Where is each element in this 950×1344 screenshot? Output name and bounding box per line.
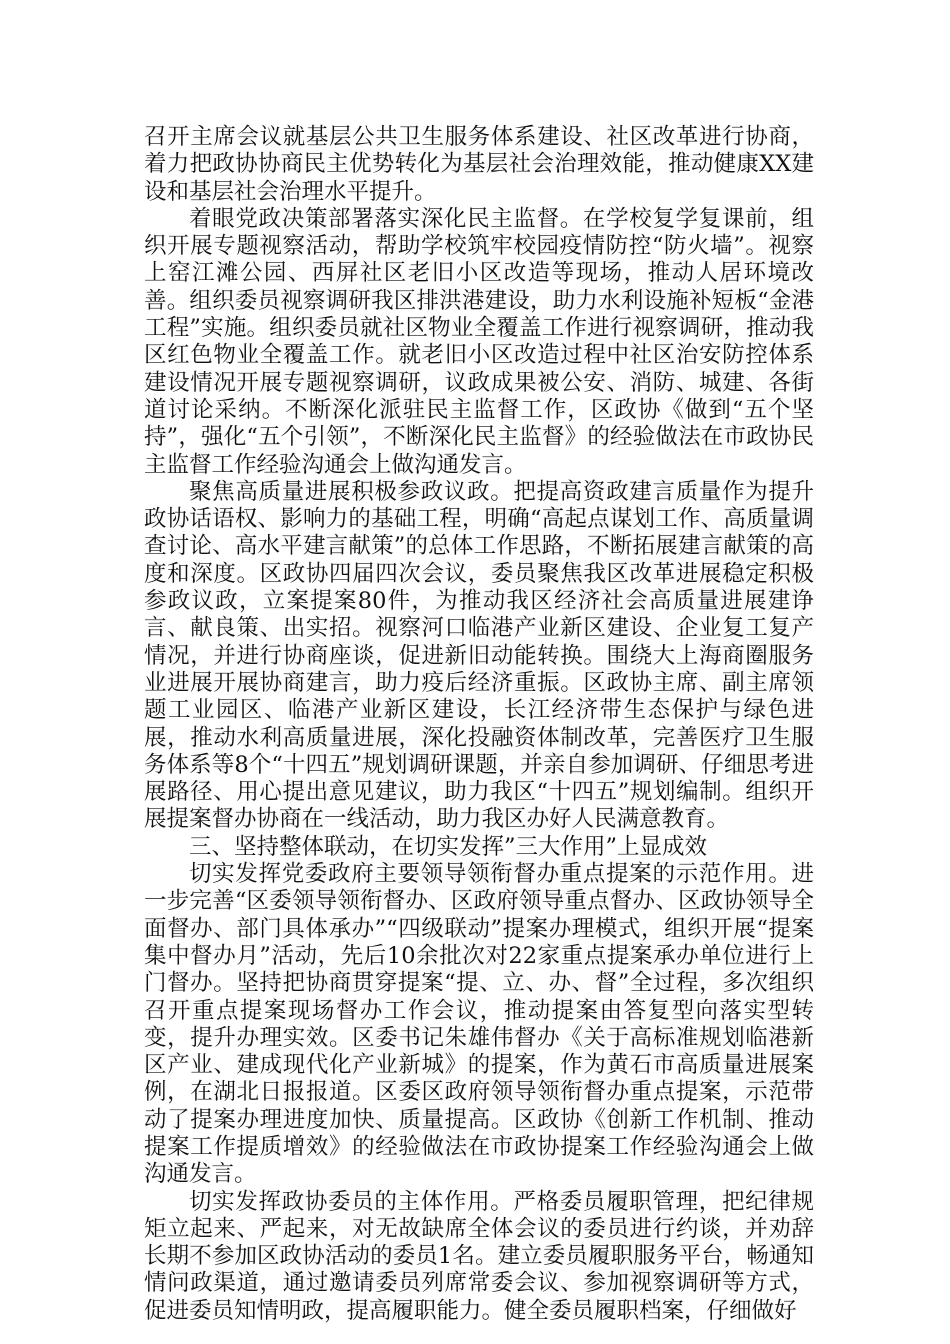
paragraph-leadership-supervision: 切实发挥党委政府主要领导领衔督办重点提案的示范作用。进一步完善“区委领导领衔督办、区政府领导重点督办、区政协领导全面督办、部门具体承办”“四级联动”提案办理模式，组织开展“提案集中督办月”活动，先后10余批次对22家重点提案承办单位进行上门督办。坚持把协商贯穿提案“提、立、办、督”全过程，多次组织召开重点提案现场督办工作会议，推动提案由答复型向落实型转变，提升办理实效。区委书记朱雄伟督办《关于高标准规划临港新区产业、建成现代化产业新城》的提案，作为黄石市高质量进展案例，在湖北日报报道。区委区政府领导领衔督办重点提案，示范带动了提案办理进度加快、质量提高。区政协《创新工作机制、推动提案工作提质增效》的经验做法在市政协提案工作经验沟通会上做沟通发言。 — [144, 861, 814, 1188]
document-page — [144, 124, 814, 1325]
section-heading-three: 三、坚持整体联动，在切实发挥”三大作用”上显成效 — [189, 833, 708, 860]
paragraph-democratic-supervision: 着眼党政决策部署落实深化民主监督。在学校复学复课前，组织开展专题视察活动，帮助学校筑牢校园疫情防控“防火墙”。视察上窑江滩公园、西屏社区老旧小区改造等现场，推动人居环境改善。组织委员视察调研我区排洪港建设，助力水利设施补短板“金港工程”实施。组织委员就社区物业全覆盖工作进行视察调研，推动我区红色物业全覆盖工作。就老旧小区改造过程中社区治安防控体系建设情况开展专题视察调研，议政成果被公安、消防、城建、各街道讨论采纳。不断深化派驻民主监督工作，区政协《做到“五个坚持”，强化“五个引领”，不断深化民主监督》的经验做法在市政协民主监督工作经验沟通会上做沟通发言。 — [144, 205, 814, 478]
paragraph-high-quality-development: 聚焦高质量进展积极参政议政。把提高资政建言质量作为提升政协话语权、影响力的基础工程，明确“高起点谋划工作、高质量调查讨论、高水平建言献策”的总体工作思路，不断拓展建言献策的高度和深度。区政协四届四次会议，委员聚焦我区改革进展稳定积极参政议政，立案提案80件，为推动我区经济社会高质量进展建诤言、献良策、出实招。视察河口临港产业新区建设、企业复工复产情况，并进行协商座谈，促进新旧动能转换。围绕大上海商圈服务业进展开展协商建言，助力疫后经济重振。区政协主席、副主席领题工业园区、临港产业新区建设，长江经济带生态保护与绿色进展，推动水利高质量进展，深化投融资体制改革，完善医疗卫生服务体系等8个“十四五”规划调研课题，并亲自参加调研、仔细思考进展路径、用心提出意见建议，助力我区“十四五”规划编制。组织开展提案督办协商在一线活动，助力我区办好人民满意教育。 — [144, 478, 814, 833]
paragraph-member-role: 切实发挥政协委员的主体作用。严格委员履职管理，把纪律规矩立起来、严起来，对无故缺席全体会议的委员进行约谈，并劝辞长期不参加区政协活动的委员1名。建立委员履职服务平台，畅通知情问政渠道，通过邀请委员列席常委会议、参加视察调研等方式，促进委员知情明政，提高履职能力。健全委员履职档案，仔细做好 — [144, 1188, 814, 1324]
paragraph-intro-continuation: 召开主席会议就基层公共卫生服务体系建设、社区改革进行协商，着力把政协协商民主优势转化为基层社会治理效能，推动健康XX建设和基层社会治理水平提升。 — [144, 124, 814, 205]
